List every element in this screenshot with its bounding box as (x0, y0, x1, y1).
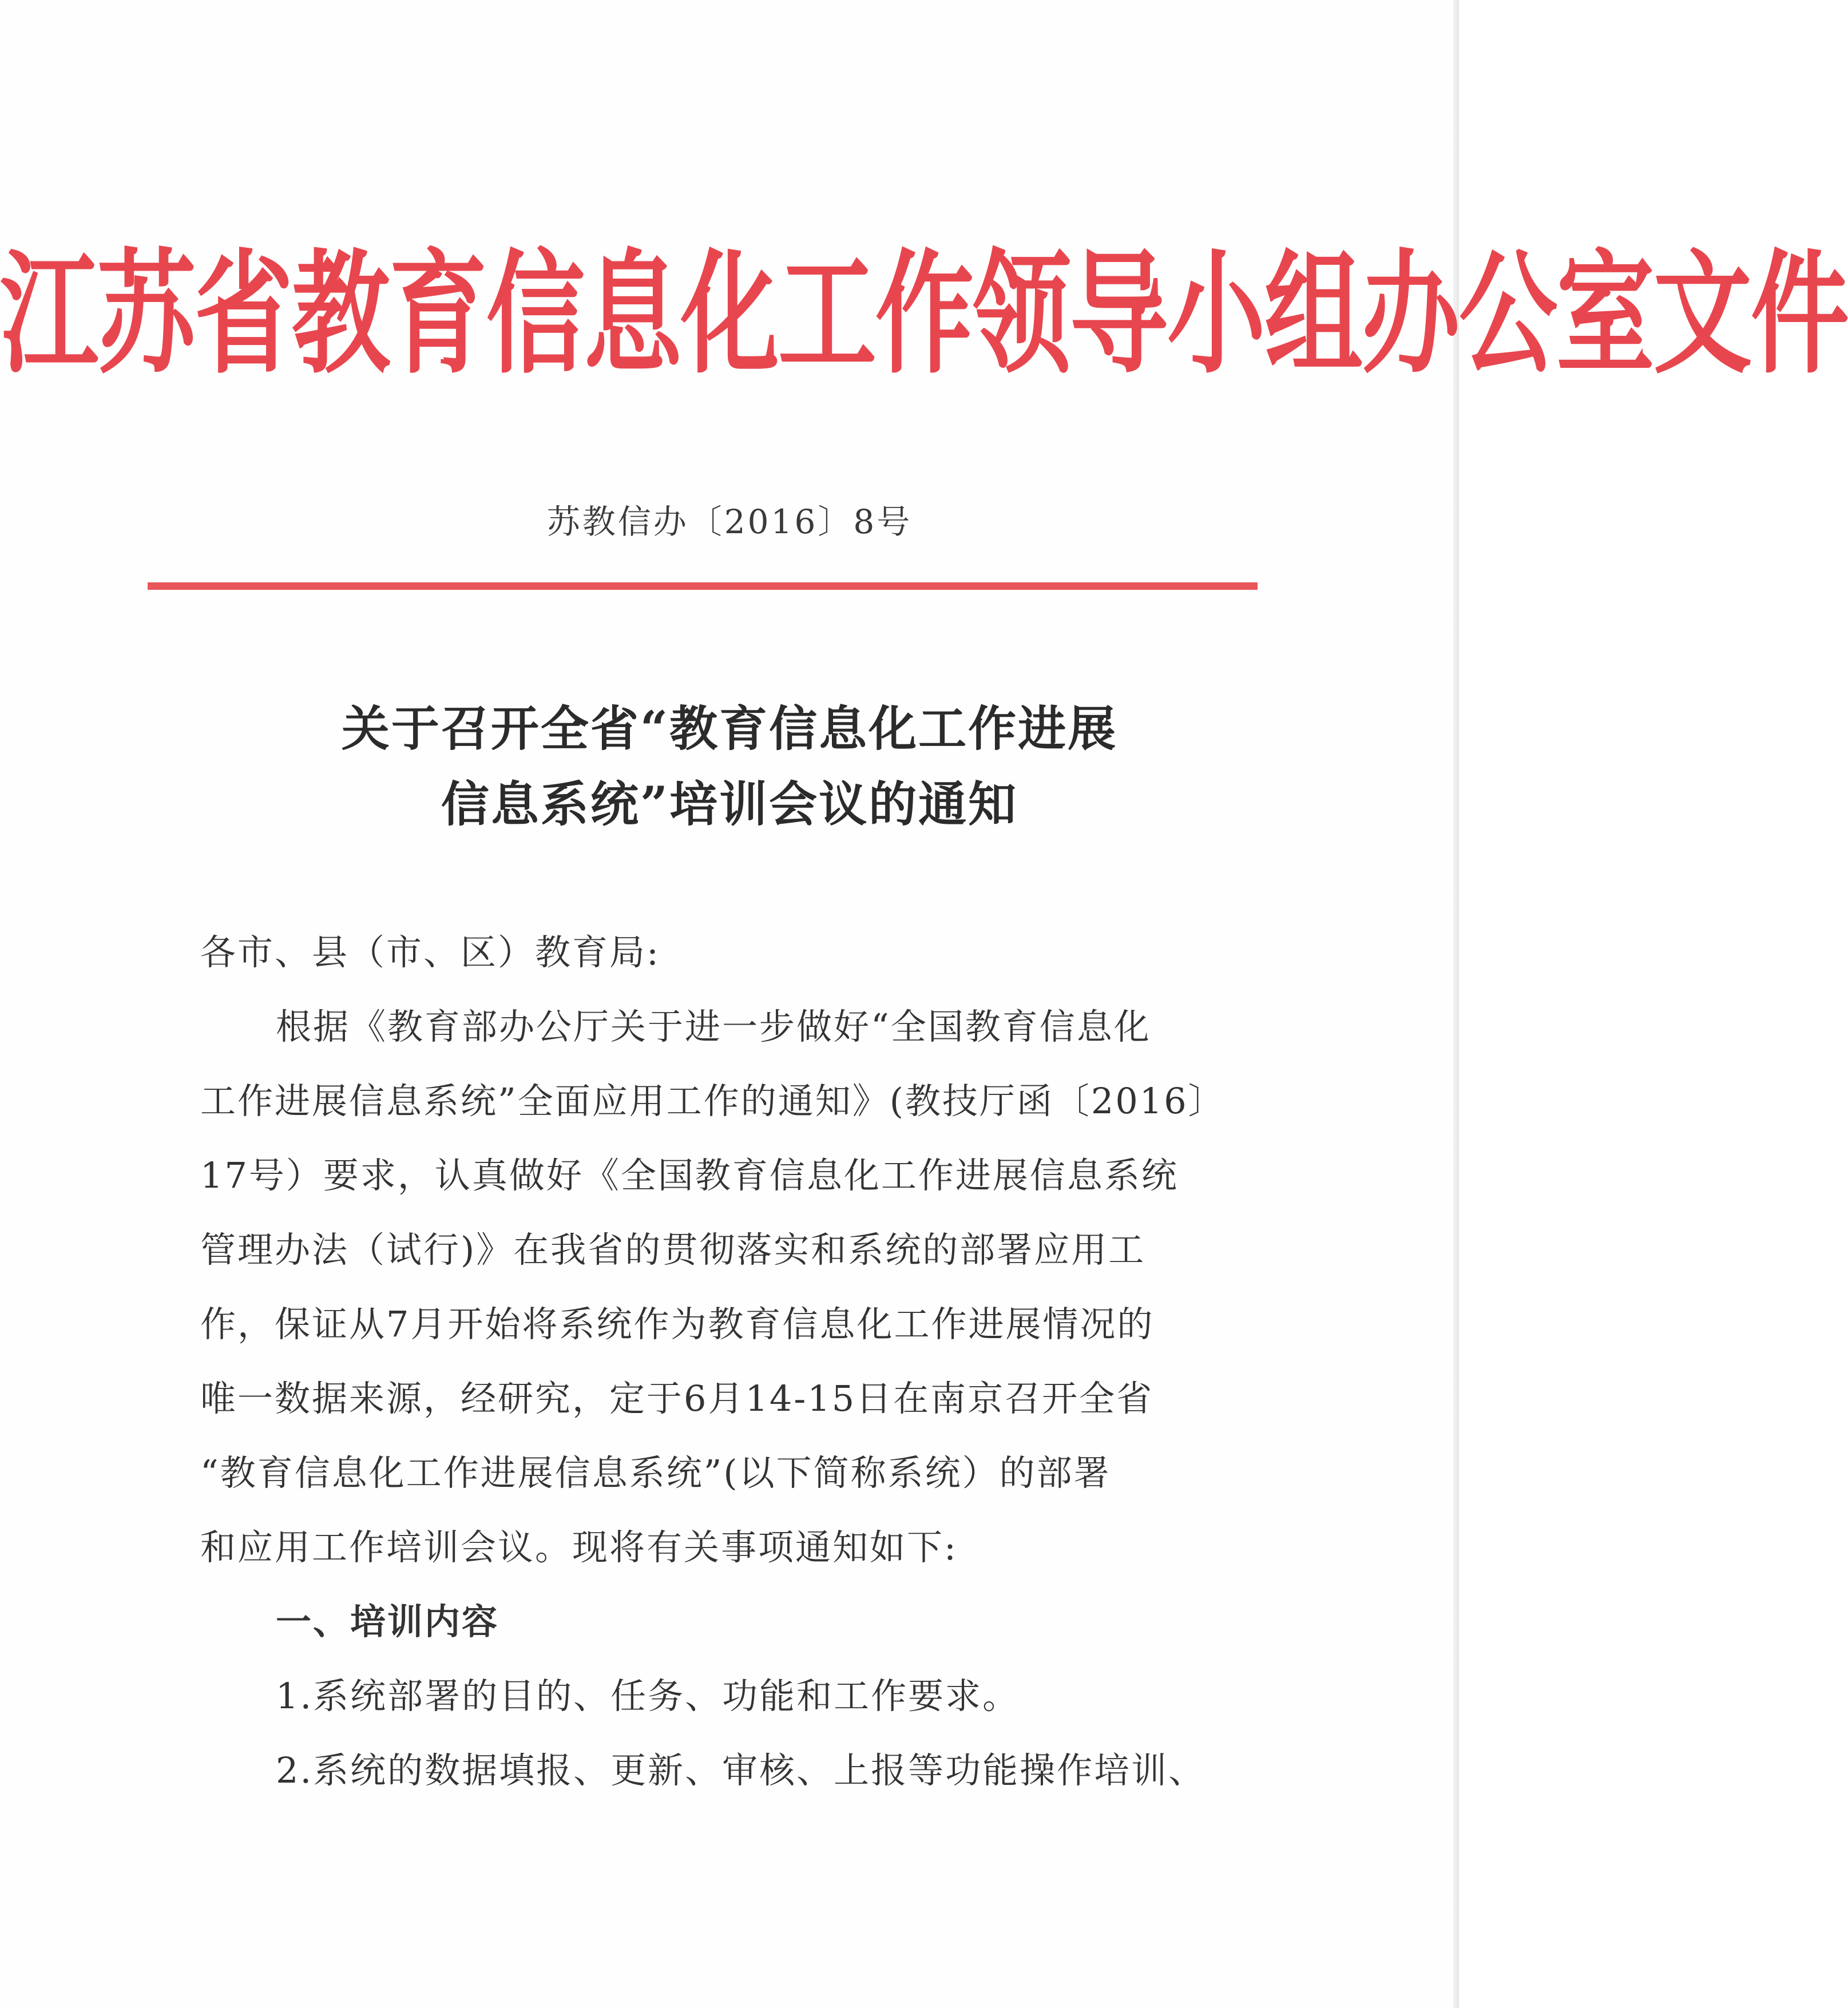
paragraph-line: 作，保证从7月开始将系统作为教育信息化工作进展情况的 (200, 1303, 1155, 1345)
title-line-2: 信息系统”培训会议的通知 (441, 776, 1018, 832)
document-number: 苏教信办〔2016〕8号 (546, 502, 913, 541)
document-title (0, 691, 1459, 842)
title-line-1: 关于召开全省“教育信息化工作进展 (341, 700, 1118, 757)
paragraph-line: 根据《教育部办公厅关于进一步做好“全国教育信息化 (276, 1006, 1151, 1047)
paragraph-line: 唯一数据来源，经研究，定于6月14-15日在南京召开全省 (200, 1378, 1154, 1419)
paragraph-line: 17号）要求，认真做好《全国教育信息化工作进展信息系统 (200, 1154, 1179, 1196)
red-separator-rule (148, 582, 1258, 590)
section-heading: 一、培训内容 (276, 1601, 499, 1642)
list-item: 2.系统的数据填报、更新、审核、上报等功能操作培训、 (276, 1749, 1206, 1791)
salutation: 各市、县（市、区）教育局: (200, 931, 660, 973)
masthead (0, 236, 1848, 392)
paragraph-line: 和应用工作培训会议。现将有关事项通知如下: (200, 1526, 958, 1568)
masthead-text: 江苏省教育信息化工作领导小组办公室文件 (0, 236, 1848, 392)
paragraph-line: “教育信息化工作进展信息系统”(以下简称系统）的部署 (200, 1452, 1111, 1494)
list-item: 1.系统部署的目的、任务、功能和工作要求。 (276, 1675, 1020, 1717)
paragraph-line: 管理办法（试行)》在我省的贯彻落实和系统的部署应用工 (200, 1229, 1146, 1271)
paragraph-line: 工作进展信息系统”全面应用工作的通知》(教技厅函〔2016〕 (200, 1080, 1226, 1122)
document-body (200, 915, 1226, 1808)
